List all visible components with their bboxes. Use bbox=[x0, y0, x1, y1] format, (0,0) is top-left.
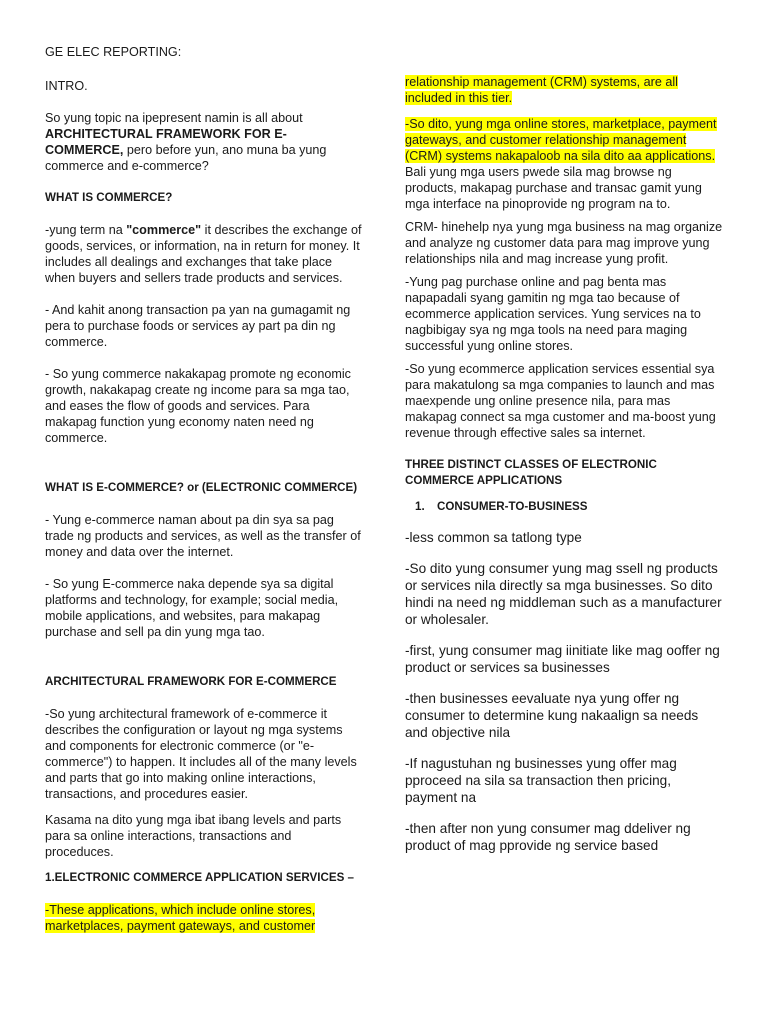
tier-paragraph bbox=[405, 74, 723, 106]
c2b-number: 1. bbox=[415, 500, 425, 513]
architecture-paragraph-2: Kasama na dito yung mga ibat ibang levels and parts para sa online interactions, transactions and proceduces. bbox=[45, 813, 342, 859]
applications-text-rest: Bali yung mga users pwede sila mag browse ng products, makapag purchase and transac gamit yung mga interface na pinoprovide ng program na to. bbox=[405, 165, 702, 211]
intro-label: INTRO. bbox=[45, 79, 88, 93]
commerce-p1-rest: it describes the exchange of goods, services, or information, na in return for money. It includes all dealings and exchanges that take place when buyers and sellers trade products and services. bbox=[45, 223, 362, 285]
services-highlight: -These applications, which include online stores, marketplaces, payment gateways, and customer bbox=[45, 903, 316, 933]
c2b-paragraph-4: -then businesses eevaluate nya yung offer ng consumer to determine kung nakaalign sa needs and objective nila bbox=[405, 691, 699, 740]
left-column bbox=[45, 44, 363, 934]
commerce-paragraph-1 bbox=[45, 222, 363, 286]
purchase-paragraph: -Yung pag purchase online and pag benta mas napapadali syang gamitin ng mga tao because of ecommerce application services. Yung services na to nagbibigay sya ng mga tools na need para maging successful yung online stores. bbox=[405, 275, 701, 353]
tier-highlight: relationship management (CRM) systems, are all included in this tier. bbox=[405, 75, 678, 105]
doc-title: GE ELEC REPORTING: bbox=[45, 45, 182, 59]
heading-application-services: 1.ELECTRONIC COMMERCE APPLICATION SERVICES – bbox=[45, 871, 354, 884]
intro-paragraph bbox=[45, 110, 363, 174]
ecommerce-services-paragraph: -So yung ecommerce application services essential sya para makatulong sa mga companies to launch and mas maexpende ung online presence nila, para mas makapag connect sa mga customer and ma-boost yung revenue through effective sales sa internet. bbox=[405, 362, 716, 440]
commerce-p1-pre: -yung term na bbox=[45, 223, 127, 237]
heading-consumer-to-business bbox=[405, 499, 723, 515]
commerce-paragraph-3: - So yung commerce nakakapag promote ng economic growth, nakakapag create ng income para sa mga tao, and eases the flow of goods and services. Para makapag function yung economy naten need ng commerce. bbox=[45, 367, 351, 445]
c2b-paragraph-1: -less common sa tatlong type bbox=[405, 530, 582, 545]
c2b-paragraph-5: -If nagustuhan ng businesses yung offer mag pproceed na sila sa transaction then pricing, payment na bbox=[405, 756, 677, 805]
intro-topic: ARCHITECTURAL FRAMEWORK FOR E-COMMERCE, bbox=[45, 127, 287, 157]
heading-architectural-framework: ARCHITECTURAL FRAMEWORK FOR E-COMMERCE bbox=[45, 675, 337, 688]
c2b-paragraph-3: -first, yung consumer mag iinitiate like mag ooffer ng product or services sa businesses bbox=[405, 643, 720, 675]
commerce-term: "commerce" bbox=[126, 223, 202, 237]
ecommerce-paragraph-1: - Yung e-commerce naman about pa din sya sa pag trade ng products and services, as well as the transfer of money and data over the internet. bbox=[45, 513, 361, 559]
c2b-paragraph-6: -then after non yung consumer mag ddeliver ng product of mag pprovide ng service based bbox=[405, 821, 691, 853]
heading-what-is-commerce: WHAT IS COMMERCE? bbox=[45, 191, 173, 204]
applications-highlight: -So dito, yung mga online stores, marketplace, payment gateways, and customer relationship management (CRM) systems nakapaloob na sila dito aa applications. bbox=[405, 117, 717, 163]
right-column bbox=[405, 74, 723, 854]
c2b-title: CONSUMER-TO-BUSINESS bbox=[437, 500, 588, 513]
heading-what-is-ecommerce: WHAT IS E-COMMERCE? or (ELECTRONIC COMMERCE) bbox=[45, 481, 358, 494]
applications-paragraph bbox=[405, 116, 723, 212]
intro-text-rest: pero before yun, ano muna ba yung commerce and e-commerce? bbox=[45, 143, 327, 173]
intro-text: So yung topic na ipepresent namin is all about bbox=[45, 111, 303, 125]
commerce-paragraph-2: - And kahit anong transaction pa yan na gumagamit ng pera to purchase foods or services ay part pa din ng commerce. bbox=[45, 303, 351, 349]
services-paragraph-1 bbox=[45, 902, 363, 934]
ecommerce-paragraph-2: - So yung E-commerce naka depende sya sa digital platforms and technology, for example; social media, mobile applications, and websites, para makapag purchase and sell pa din yung mga tao. bbox=[45, 577, 339, 639]
heading-three-classes: THREE DISTINCT CLASSES OF ELECTRONIC COMMERCE APPLICATIONS bbox=[405, 458, 657, 487]
crm-paragraph: CRM- hinehelp nya yung mga business na mag organize and analyze ng customer data para mag improve yung relationships nila and mag increase yung profit. bbox=[405, 220, 723, 266]
architecture-paragraph-1: -So yung architectural framework of e-commerce it describes the configuration or layout ng mga systems and components for electronic commerce (or "e-commerce") to happen. It includes all of the many levels and parts that go into making online interactions, transactions, and procedures easier. bbox=[45, 707, 357, 801]
c2b-paragraph-2: -So dito yung consumer yung mag ssell ng products or services nila directly sa mga businesses. So dito hindi na need ng middleman such as a manufacturer or wholesaler. bbox=[405, 561, 722, 627]
